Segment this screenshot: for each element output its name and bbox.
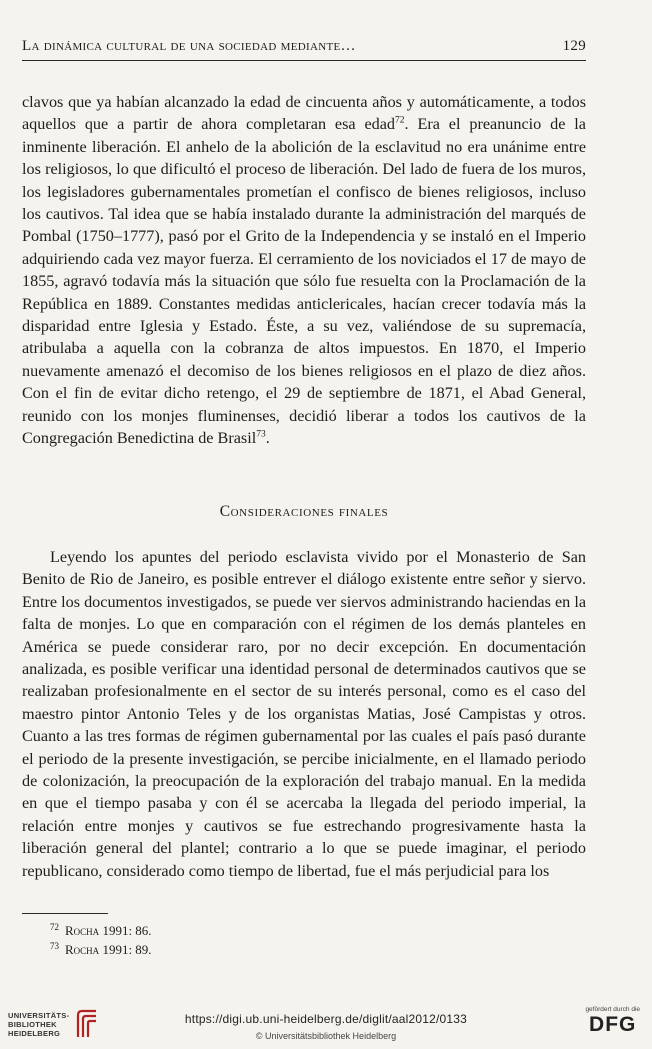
paragraph-text-part-a: clavos que ya habían alcanzado la edad de cincuenta años y automáticamente, a todos aquellos que a partir de ahora completaran esa edad <box>22 93 586 134</box>
footnote-ref-72[interactable]: 72 <box>395 116 405 127</box>
paragraph-text <box>22 91 586 450</box>
header-rule <box>22 60 586 61</box>
dfg-funding[interactable] <box>585 1006 640 1037</box>
library-name-line: BIBLIOTHEK <box>8 1019 57 1029</box>
paragraph-text-part-c: . <box>265 429 270 448</box>
copyright-notice: © Universitätsbibliothek Heidelberg <box>255 1031 397 1041</box>
footer-center <box>0 1010 652 1041</box>
footnote-number: 72 <box>50 921 59 932</box>
dfg-logo: DFG <box>589 1013 637 1036</box>
page-number: 129 <box>562 38 586 54</box>
footnote-ref-73[interactable]: 73 <box>256 429 266 440</box>
running-title: La dinámica cultural de una sociedad mediante… <box>22 38 356 54</box>
footnotes <box>50 921 152 959</box>
digitization-footer <box>0 1000 652 1049</box>
footnote-number: 73 <box>50 940 59 951</box>
section-heading: Consideraciones finales <box>219 503 389 520</box>
library-name-line: HEIDELBERG <box>8 1028 61 1038</box>
footnote-73 <box>50 940 152 959</box>
library-name-line: UNIVERSITÄTS- <box>8 1010 70 1020</box>
footnote-reference: 1991: 89. <box>99 942 152 957</box>
footnote-author: Rocha <box>65 942 100 957</box>
running-head <box>22 38 586 55</box>
paragraph-text: Leyendo los apuntes del periodo esclavista vivido por el Monasterio de San Benito de Rio de Janeiro, es posible entrever el diálogo existente entre señor y siervo. Entre los documentos investigados, se puede ver siervos administrando haciendas en la falta de monjes. Lo que en comparación con el régimen de los demás planteles en América se puede considerar raro, por no decir excepción. En documentación analizada, es posible verificar una identidad personal de determinados cautivos que se realizaban profesionalmente en el sector de su interés personal, como es el caso del maestro pintor Antonio Teles y de los organistas Matias, José Campistas y otros. Cuanto a las tres formas de régimen gubernamental por las cuales el país pasó durante el periodo de la presente investigación, se percibe inicialmente, en el llamado periodo de colonización, la preocupación de la exploración del trabajo manual. En la medida en que el tiempo pasaba y con él se acercaba la llegada del periodo imperial, la relación entre monjes y cautivos se fue estrechando progresivamente hasta la liberación general del plantel; contrario a lo que se puede imaginar, el periodo republicano, considerado como tiempo de libertad, fue el más perjudicial para los <box>22 548 586 880</box>
paragraph-continuation <box>22 91 586 450</box>
footnote-rule <box>22 913 108 914</box>
permalink[interactable]: https://digi.ub.uni-heidelberg.de/diglit/aal2012/0133 <box>184 1012 468 1026</box>
paragraph-conclusions <box>22 546 586 882</box>
footnote-reference: 1991: 86. <box>99 923 152 938</box>
paragraph-text-part-b: . Era el preanuncio de la inminente liberación. El anhelo de la abolición de la esclavitud no era unánime entre los religiosos, lo que dificultó el proceso de liberación. Del lado de fuera de los muros, los legisladores gubernamentales prometían el confisco de bienes religiosos, incluso los cautivos. Tal idea que se había instalado durante la administración del marqués de Pombal (1750–1777), pasó por el Grito de la Independencia y se instaló en el Imperio adquiriendo cada vez mayor fuerza. El cerramiento de los noviciados el 17 de mayo de 1855, agravó todavía más la situación que sólo fue resuelta con la Proclamación de la República en 1889. Constantes medidas anticlericales, hacían crecer todavía más la disparidad entre Iglesia y Estado. Éste, a su vez, valiéndose de su supremacía, atribulaba a aquella con la cobranza de altos impuestos. En 1870, el Imperio nuevamente amenazó el decomiso de los bienes religiosos en el plazo de diez años. Con el fin de evitar dicho retengo, el 29 de septiembre de 1871, el Abad General, reunido con los monjes fluminenses, decidió liberar a todos los cautivos de la Congregación Benedictina de Brasil <box>22 115 586 448</box>
footnote-author: Rocha <box>65 923 100 938</box>
funding-caption: gefördert durch die <box>585 1006 640 1013</box>
footnote-72 <box>50 921 152 940</box>
